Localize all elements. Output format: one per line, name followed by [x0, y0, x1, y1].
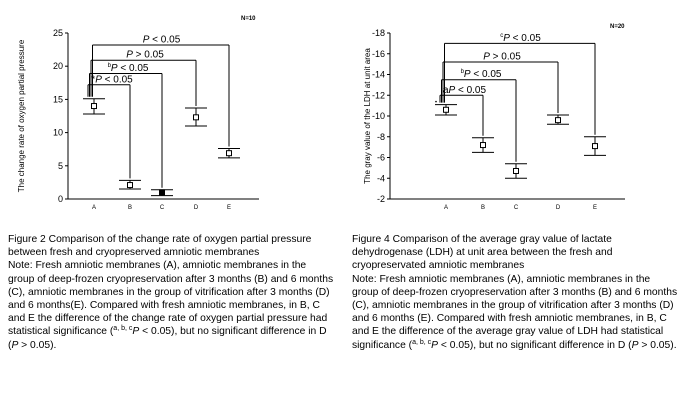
bracket-p-label: $^b$P < 0.05 [107, 63, 149, 75]
x-tick-label: C [513, 205, 519, 211]
bracket-p-label: $^c$P < 0.05 [500, 32, 541, 44]
figure-4-caption-title: Figure 4 Comparison of the average gray value of lactate dehydrogenase (LDH) at unit area between the fresh and cryopreservated amniotic membranes [352, 234, 613, 272]
y-tick-label: -16 [371, 48, 385, 59]
data-point [194, 115, 199, 120]
y-tick-label: -4 [376, 173, 385, 184]
y-axis-label: The gray value of the LDH at unit area [363, 48, 372, 184]
figure-4-chart [342, 0, 684, 215]
figure-2-caption-title: Figure 2 Comparison of the change rate of oxygen partial pressure between fresh and cryopreserved amniotic membranes [8, 234, 312, 259]
y-tick-label: 5 [57, 160, 63, 171]
x-tick-label: E [226, 205, 232, 211]
figure-2-caption-note: Note: Fresh amniotic membranes (A), amniotic membranes in the group of deep-frozen cryopreservation after 3 months (B) and 6 months (C), amniotic membranes in the group of vitrification after 3 months (D) and 6 months(E). Compared with fresh amniotic membranes, in B, C and E the difference of the change rate of oxygen partial pressure had statistical significance ($^{a, b, c}$P < 0.05), but no significant difference in D (P > 0.05). [8, 260, 334, 351]
y-axis-label: The change rate of oxygen partial pressure [17, 39, 26, 193]
y-tick-label: -10 [371, 111, 385, 121]
bracket-p-label: *P < 0.05 [91, 74, 133, 86]
data-point [556, 118, 561, 123]
y-tick-label: -2 [376, 194, 385, 204]
dot-annotation [435, 101, 437, 103]
y-tick-label: -12 [371, 90, 385, 101]
y-tick-label: 20 [52, 61, 63, 72]
y-tick-label: -6 [376, 152, 385, 163]
data-point [227, 151, 232, 156]
y-tick-label: 0 [57, 194, 63, 204]
x-tick-label: E [592, 205, 598, 211]
x-tick-label: A [443, 205, 449, 211]
y-tick-label: 10 [52, 127, 63, 138]
figure-4-caption-note: Note: Fresh amniotic membranes (A), amniotic membranes in the group of deep-frozen cryopreservation after 3 months (B) and 6 months (C), amniotic membranes in the group of vitrification after 3 months (D) and 6 months (E). Compared with fresh amniotic membranes, in B, C and E the difference of the average gray value of LDH had statistical significance ($^{a, b, c}$P < 0.05), but no significant difference in D (P > 0.05). [352, 273, 678, 351]
figure-2-chart [0, 0, 342, 215]
bracket-p-label: $^b$P < 0.05 [460, 69, 502, 81]
data-point [128, 183, 133, 188]
y-tick-label: 25 [52, 28, 63, 38]
data-point [444, 107, 449, 112]
data-point [514, 168, 519, 173]
x-tick-label: D [555, 205, 561, 211]
y-tick-label: 15 [52, 94, 63, 105]
y-tick-label: -14 [371, 69, 385, 80]
data-point [92, 104, 97, 109]
bracket-p-label: P > 0.05 [483, 51, 521, 63]
x-tick-label: A [91, 205, 97, 211]
y-tick-label: -8 [376, 131, 385, 142]
data-point [593, 144, 598, 149]
x-tick-label: C [159, 205, 165, 211]
figure-4-caption [352, 233, 678, 352]
y-tick-label: -18 [371, 28, 385, 38]
sample-size-label: N=20 [610, 24, 625, 30]
bracket-p-label: aP < 0.05 [442, 84, 487, 96]
x-tick-label: B [127, 205, 133, 211]
x-tick-label: D [193, 205, 199, 211]
bracket-p-label: P < 0.05 [142, 34, 181, 46]
data-point [160, 190, 165, 195]
figure-4-panel [342, 0, 684, 406]
figure-2-caption [8, 233, 334, 352]
data-point [481, 143, 486, 148]
sample-size-label: N=10 [241, 16, 256, 22]
x-tick-label: B [480, 205, 486, 211]
bracket-p-label: P > 0.05 [126, 49, 164, 61]
